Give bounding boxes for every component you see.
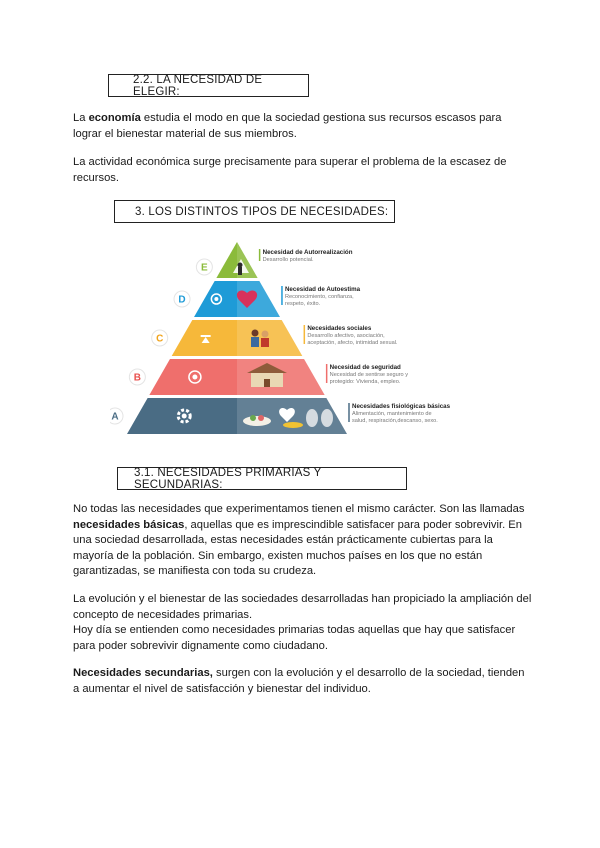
pyramid-tier-d — [174, 281, 361, 317]
tier-title: Necesidades fisiológicas básicas — [352, 403, 451, 410]
intro-paragraph-2: La actividad económica surge precisamente para superar el problema de la escasez de recursos. — [73, 156, 507, 184]
tier-title: Necesidades sociales — [307, 325, 372, 332]
tier-description: Reconocimiento, confianza, — [284, 294, 354, 300]
pyramid-tier-a — [110, 398, 451, 434]
tier-description: respeto, éxito. — [284, 301, 321, 307]
tier-title: Necesidad de seguridad — [329, 364, 401, 371]
section-heading-3-1 — [117, 467, 407, 490]
tier-description: Desarrollo potencial. — [262, 257, 314, 263]
tier-letter-badge — [196, 259, 212, 275]
tier-title: Necesidad de Autorrealización — [262, 249, 353, 256]
section-heading-3 — [114, 200, 395, 223]
tier-letter: C — [156, 333, 164, 345]
tier-letter: A — [111, 411, 119, 423]
tier-title: Necesidad de Autoestima — [284, 286, 361, 293]
tier-description: salud, respiración,descanso, sexo. — [352, 418, 438, 424]
tier-letter: D — [178, 294, 186, 306]
tier-letter-badge — [174, 291, 190, 307]
secondary-needs-paragraph: Necesidades secundarias, surgen con la evolución y el desarrollo de la sociedad, tienden a aumentar el nivel de satisfacción y bienestar del individuo. — [73, 667, 525, 695]
tier-letter-badge — [129, 369, 145, 385]
pyramid-tier-c — [152, 320, 398, 356]
economia-term: economía — [88, 112, 141, 124]
evolution-paragraph: La evolución y el bienestar de las sociedades desarrolladas han propiciado la ampliación del concepto de necesidades primarias. Hoy día se entienden como necesidades primarias todas aquellas que hay que satisfacer para poder sobrevivir dignamente como ciudadano. — [73, 593, 532, 652]
intro-paragraph-1: La economía estudia el modo en que la sociedad gestiona sus recursos escasos para lograr el bienestar material de sus miembros. — [73, 112, 502, 140]
tier-description: aceptación, afecto, intimidad sexual. — [307, 340, 398, 346]
tier-letter-badge — [152, 330, 168, 346]
heading-text: 2.2. LA NECESIDAD DE ELEGIR: — [133, 73, 263, 98]
basic-needs-term: necesidades básicas — [73, 518, 185, 531]
basic-needs-paragraph: No todas las necesidades que experimentamos tienen el mismo carácter. Son las llamadas necesidades básicas, aquellas que es imprescindible satisfacer para poder sobrevivir. En una sociedad desarrollada, estas necesidades están prácticamente cubiertas para la mayoría de la población. Sin embargo, existen muchos países en los que no están garantizadas, se manifiesta con toda su crudeza. — [73, 503, 525, 578]
tier-letter-badge — [110, 408, 123, 424]
needs-pyramid — [110, 238, 470, 438]
pyramid-tier-e — [196, 242, 352, 278]
tier-description: Alimentación, mantenimiento de — [352, 411, 432, 417]
heading-text: 3.1. NECESIDADES PRIMARIAS Y SECUNDARIAS: — [134, 466, 322, 491]
pyramid-tier-b — [129, 359, 408, 395]
heading-text: 3. LOS DISTINTOS TIPOS DE NECESIDADES: — [135, 205, 389, 218]
tier-description: protegido: Vivienda, empleo. — [329, 379, 401, 385]
section-heading-2-2 — [108, 74, 309, 97]
tier-band-shade — [237, 320, 302, 356]
tier-description: Necesidad de sentirse seguro y — [329, 372, 409, 378]
secondary-needs-term: Necesidades secundarias, — [73, 667, 213, 679]
tier-letter: B — [133, 372, 141, 384]
tier-letter: E — [201, 262, 208, 274]
tier-description: Desarrollo afectivo, asociación, — [307, 333, 385, 339]
